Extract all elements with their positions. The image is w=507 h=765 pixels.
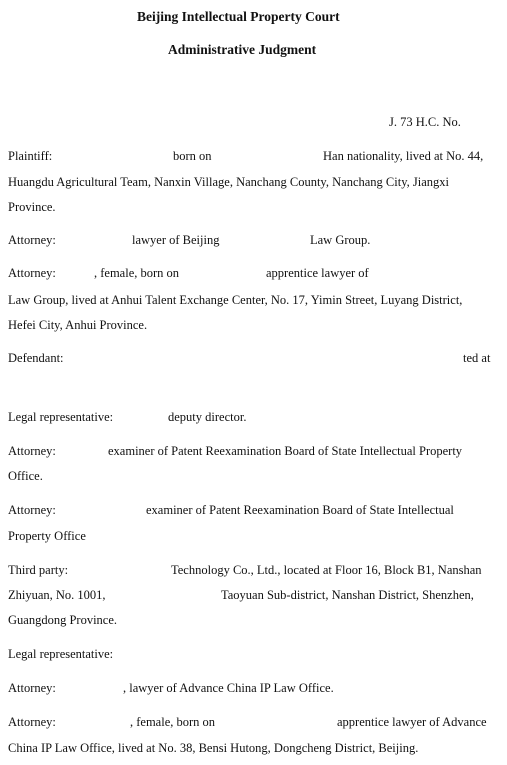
third-party-rep-label: Legal representative: [8,647,114,661]
attorney6-born: , female, born on [130,715,216,729]
third-party-line1-tail: Technology Co., Ltd., located at Floor 16, Block B1, Nanshan [171,563,482,577]
attorney4-label: Attorney: [8,503,56,517]
third-party-line2-head: Zhiyuan, No. 1001, [8,588,106,602]
third-party-line2-tail: Taoyuan Sub-district, Nanshan District, Shenzhen, [221,588,474,602]
defendant-label: Defendant: [8,351,64,365]
third-party-line3: Guangdong Province. [8,613,118,627]
attorney6-label: Attorney: [8,715,56,729]
defendant-rep-title: deputy director. [168,410,247,424]
attorney1-firm: Law Group. [310,233,371,247]
attorney6-role: apprentice lawyer of Advance [337,715,487,729]
attorney2-born: , female, born on [94,266,180,280]
attorney2-line2: Law Group, lived at Anhui Talent Exchange Center, No. 17, Yimin Street, Luyang District, [8,293,463,307]
defendant-tail: ted at [463,351,491,365]
attorney1-role: lawyer of Beijing [132,233,220,247]
plaintiff-born: born on [173,149,212,163]
case-number: J. 73 H.C. No. [389,115,461,129]
plaintiff-label: Plaintiff: [8,149,53,163]
court-name: Beijing Intellectual Property Court [137,9,340,24]
plaintiff-line1-tail: Han nationality, lived at No. 44, [323,149,484,163]
attorney2-line3: Hefei City, Anhui Province. [8,318,148,332]
attorney5-label: Attorney: [8,681,56,695]
attorney6-line2: China IP Law Office, lived at No. 38, Bensi Hutong, Dongcheng District, Beijing. [8,741,419,755]
attorney2-role: apprentice lawyer of [266,266,369,280]
defendant-rep-label: Legal representative: [8,410,114,424]
plaintiff-line2: Huangdu Agricultural Team, Nanxin Village, Nanchang County, Nanchang City, Jiangxi [8,175,449,189]
third-party-label: Third party: [8,563,69,577]
attorney4-line2: Property Office [8,529,86,543]
attorney3-role: examiner of Patent Reexamination Board of State Intellectual Property [108,444,463,458]
attorney1-label: Attorney: [8,233,56,247]
attorney3-line2: Office. [8,469,43,483]
attorney3-label: Attorney: [8,444,56,458]
plaintiff-line3: Province. [8,200,56,214]
attorney5-role: , lawyer of Advance China IP Law Office. [123,681,334,695]
attorney2-label: Attorney: [8,266,56,280]
document-type: Administrative Judgment [168,42,317,57]
attorney4-role: examiner of Patent Reexamination Board of State Intellectual [146,503,454,517]
